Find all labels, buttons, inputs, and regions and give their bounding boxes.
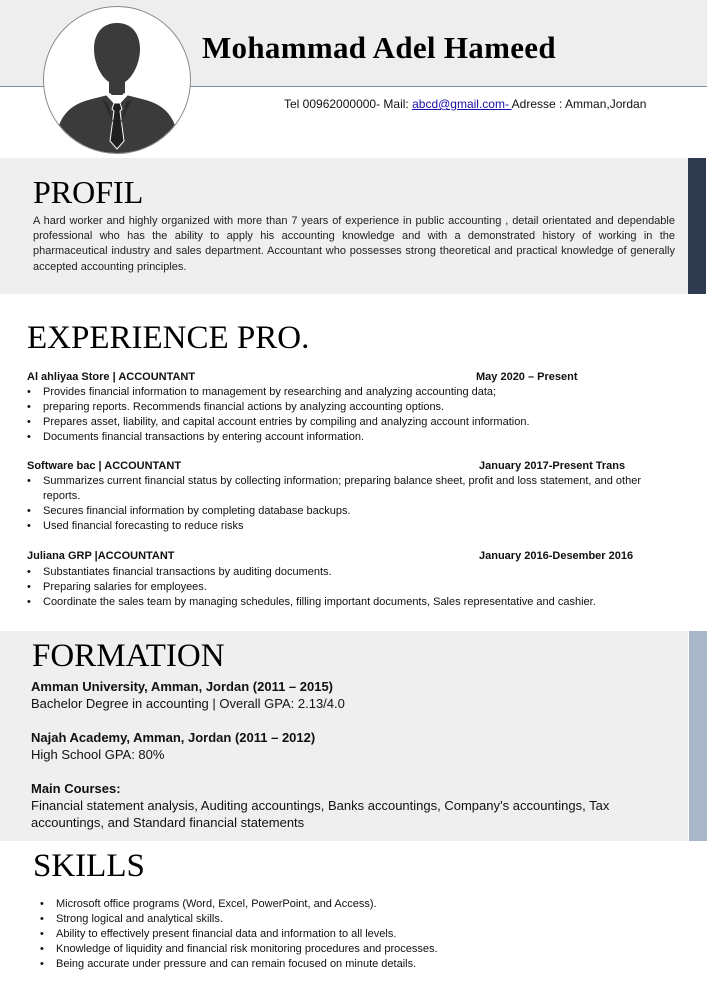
contact-prefix: Tel 00962000000- Mail: (284, 97, 413, 111)
job-dates: January 2016-Desember 2016 (479, 550, 634, 562)
skills-list (40, 897, 680, 972)
list-item: • Knowledge of liquidity and financial risk monitoring procedures and processes. (40, 942, 680, 957)
person-silhouette-icon (44, 7, 190, 153)
candidate-name: Mohammad Adel Hameed (202, 30, 556, 65)
list-item: • Substantiates financial transactions by auditing documents. (27, 565, 667, 580)
list-item: • Ability to effectively present financial data and information to all levels. (40, 927, 680, 942)
job-heading: Al ahliyaa Store | ACCOUNTANT (27, 371, 196, 383)
formation-accent-bar (689, 631, 707, 841)
list-item: • Preparing salaries for employees. (27, 580, 667, 595)
job-heading: Software bac | ACCOUNTANT (27, 460, 182, 472)
skills-title: SKILLS (33, 848, 145, 884)
list-item: • Strong logical and analytical skills. (40, 912, 680, 927)
job-bullets (27, 385, 667, 445)
job-heading: Juliana GRP |ACCOUNTANT (27, 550, 175, 562)
skills-bullets (40, 897, 680, 972)
list-item: • Used financial forecasting to reduce risks (27, 519, 642, 534)
list-item: • Provides financial information to management by researching and analyzing accounting data; (27, 385, 667, 400)
job-bullets (27, 474, 642, 534)
list-item: • Coordinate the sales team by managing schedules, filling important documents, Sales representative and cashier. (27, 595, 667, 610)
profile-title: PROFIL (33, 174, 144, 210)
school-name: Amman University, Amman, Jordan (2011 – 2015) (31, 679, 334, 694)
courses-text: Financial statement analysis, Auditing accountings, Banks accountings, Company’s accountings, Tax accountings, and Standard financial statements (31, 798, 610, 830)
email-link[interactable]: abcd@gmail.com- (412, 97, 512, 111)
experience-title: EXPERIENCE PRO. (27, 320, 310, 356)
school-name: Najah Academy, Amman, Jordan (2011 – 2012) (31, 730, 316, 745)
contact-address: Adresse : Amman,Jordan (511, 97, 647, 111)
list-item: • preparing reports. Recommends financial actions by analyzing accounting options. (27, 400, 667, 415)
job-dates: May 2020 – Present (476, 371, 578, 383)
list-item: • Summarizes current financial status by collecting information; preparing balance sheet, profit and loss statement, and other reports. (27, 474, 642, 504)
job-bullets (27, 565, 667, 610)
profile-accent-bar (688, 158, 706, 294)
school-detail: Bachelor Degree in accounting | Overall GPA: 2.13/4.0 (31, 696, 345, 711)
job-dates: January 2017-Present Trans (479, 460, 626, 472)
avatar (43, 6, 191, 154)
formation-title: FORMATION (32, 638, 225, 674)
contact-line (284, 97, 646, 111)
courses-label: Main Courses: (31, 781, 121, 796)
list-item: • Microsoft office programs (Word, Excel, PowerPoint, and Access). (40, 897, 680, 912)
list-item: • Being accurate under pressure and can remain focused on minute details. (40, 957, 680, 972)
school-detail: High School GPA: 80% (31, 747, 165, 762)
list-item: • Prepares asset, liability, and capital account entries by compiling and analyzing account information. (27, 415, 667, 430)
list-item: • Secures financial information by completing database backups. (27, 504, 642, 519)
list-item: • Documents financial transactions by entering account information. (27, 430, 667, 445)
profile-text: A hard worker and highly organized with more than 7 years of experience in public accounting , detail orientated and dependable professional who has the ability to apply his accounting knowledge and with a demonstrated history of working in the pharmaceutical industry and sales department. Accountant who possesses strong theoretical and practical knowledge of generally accepted accounting principles. (33, 215, 675, 273)
